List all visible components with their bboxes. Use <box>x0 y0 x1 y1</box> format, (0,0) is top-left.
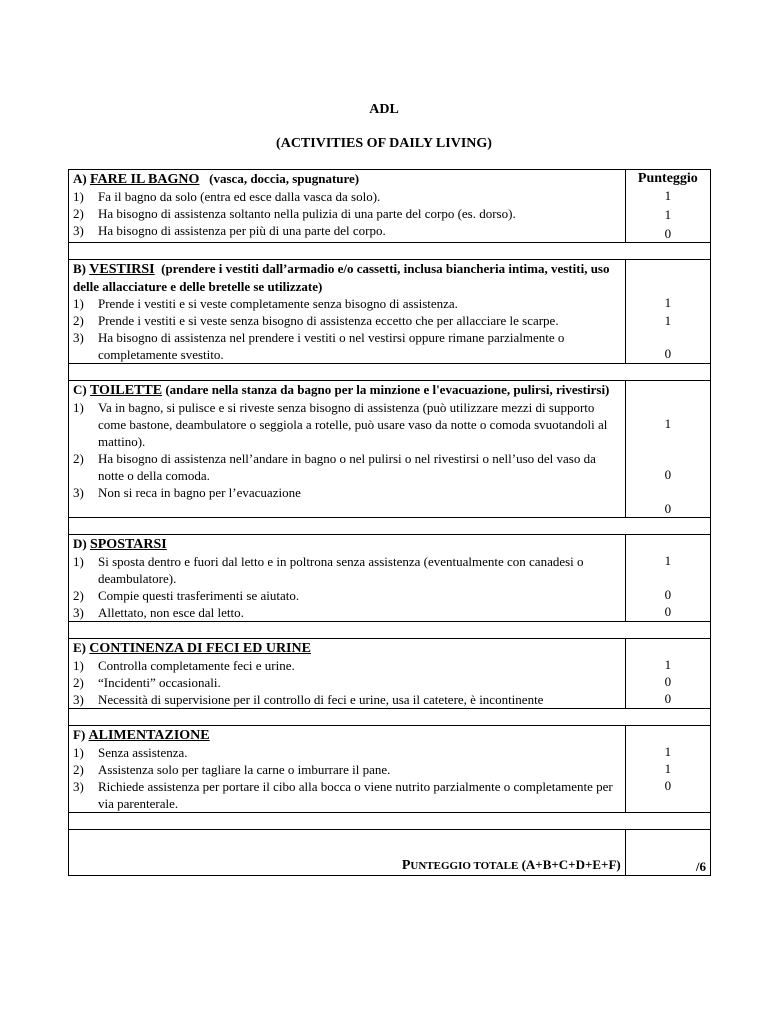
item-number: 3) <box>73 330 84 345</box>
section-d-row <box>69 535 711 622</box>
item-number: 2) <box>73 206 84 221</box>
item-text: Ha bisogno di assistenza nel prendere i vestiti o nel vestirsi oppure rimane parzialmente o completamente svestito. <box>98 330 565 362</box>
total-formula: (A+B+C+D+E+F) <box>521 857 621 872</box>
item-text: Ha bisogno di assistenza per più di una parte del corpo. <box>98 223 386 238</box>
item-number: 3) <box>73 692 84 707</box>
section-f-row <box>69 726 711 813</box>
item-score: 1 <box>664 553 672 568</box>
item-score: 1 <box>664 188 672 203</box>
section-a-cell <box>69 170 626 243</box>
item <box>73 657 621 674</box>
item <box>73 604 621 621</box>
section-c-row <box>69 381 711 518</box>
section-letter: B) <box>73 261 86 276</box>
item <box>73 312 621 329</box>
item-number: 2) <box>73 675 84 690</box>
item <box>73 761 621 778</box>
section-letter: D) <box>73 536 87 551</box>
item-score: 1 <box>664 207 672 222</box>
section-a-header <box>73 170 621 188</box>
section-letter: C) <box>73 382 87 397</box>
score-column <box>625 535 710 622</box>
section-name: CONTINENZA DI FECI ED URINE <box>89 641 311 656</box>
total-label-initial: P <box>401 858 411 873</box>
section-name: TOILETTE <box>89 383 163 398</box>
section-b-cell <box>69 260 626 364</box>
section-letter: A) <box>73 171 87 186</box>
item-text: Ha bisogno di assistenza soltanto nella pulizia di una parte del corpo (es. dorso). <box>98 206 516 221</box>
section-name: FARE IL BAGNO <box>89 172 200 187</box>
section-e-row <box>69 639 711 709</box>
item-score: 0 <box>664 604 672 619</box>
item-number: 1) <box>73 296 84 311</box>
item <box>73 205 621 222</box>
item-score: 1 <box>664 657 672 672</box>
score-column <box>625 381 710 518</box>
item-number: 3) <box>73 779 84 794</box>
section-name: VESTIRSI <box>89 262 155 277</box>
section-description: (vasca, doccia, spugnature) <box>209 171 360 186</box>
section-e-cell <box>69 639 626 709</box>
section-description: (prendere i vestiti dall’armadio e/o cassetti, inclusa biancheria intima, vestiti, uso delle allacciature e delle bretelle se utilizzate) <box>73 261 610 294</box>
item <box>73 553 621 587</box>
item-text: “Incidenti” occasionali. <box>98 675 221 690</box>
total-label-rest: UNTEGGIO TOTALE <box>410 860 519 872</box>
item-number: 2) <box>73 313 84 328</box>
score-column <box>625 726 710 813</box>
item-text: Ha bisogno di assistenza nell’andare in bagno o nel pulirsi o nel rivestirsi o nell’uso del vaso da notte o della comoda. <box>98 451 596 483</box>
item <box>73 222 621 239</box>
item <box>73 674 621 691</box>
item-score: 1 <box>664 313 672 328</box>
total-score: /6 <box>625 830 710 876</box>
item-number: 1) <box>73 554 84 569</box>
spacer-row <box>69 622 711 639</box>
section-f-cell <box>69 726 626 813</box>
item-text: Fa il bagno da solo (entra ed esce dalla vasca da solo). <box>98 189 381 204</box>
item-score: 1 <box>664 416 672 431</box>
item <box>73 450 621 484</box>
adl-table <box>68 169 711 876</box>
item-score: 0 <box>664 226 672 241</box>
item <box>73 188 621 205</box>
item-text: Richiede assistenza per portare il cibo alla bocca o viene nutrito parzialmente o completamente per via parenterale. <box>98 779 613 811</box>
spacer-row <box>69 518 711 535</box>
item-number: 1) <box>73 400 84 415</box>
section-f-header <box>73 726 621 744</box>
item-score: 0 <box>664 587 672 602</box>
section-name: SPOSTARSI <box>89 537 167 552</box>
score-column <box>625 639 710 709</box>
spacer-row <box>69 709 711 726</box>
section-name: ALIMENTAZIONE <box>88 728 210 743</box>
item-score: 0 <box>664 467 672 482</box>
score-header: Punteggio <box>637 171 698 186</box>
section-d-cell <box>69 535 626 622</box>
item-number: 2) <box>73 451 84 466</box>
item <box>73 587 621 604</box>
item-text: Non si reca in bagno per l’evacuazione <box>98 485 301 500</box>
page-title: ADL <box>369 102 399 117</box>
item-text: Necessità di supervisione per il controllo di feci e urine, usa il catetere, è incontinente <box>98 692 544 707</box>
score-column <box>625 260 710 364</box>
item <box>73 295 621 312</box>
item-text: Si sposta dentro e fuori dal letto e in poltrona senza assistenza (eventualmente con canadesi o deambulatore). <box>98 554 584 586</box>
score-column <box>625 170 710 243</box>
item-text: Senza assistenza. <box>98 745 188 760</box>
item-score: 1 <box>664 295 672 310</box>
item-score: 1 <box>664 761 672 776</box>
item-score: 0 <box>664 346 672 361</box>
section-c-header <box>73 381 621 399</box>
spacer-row <box>69 243 711 260</box>
total-row <box>69 830 711 876</box>
item-text: Controlla completamente feci e urine. <box>98 658 295 673</box>
section-letter: F) <box>73 727 86 742</box>
section-description: (andare nella stanza da bagno per la minzione e l'evacuazione, pulirsi, rivestirsi) <box>165 382 610 397</box>
item <box>73 329 621 363</box>
item-number: 2) <box>73 762 84 777</box>
item-text: Compie questi trasferimenti se aiutato. <box>98 588 300 603</box>
item-score: 0 <box>664 674 672 689</box>
item <box>73 778 621 812</box>
item-number: 3) <box>73 485 84 500</box>
item-score: 1 <box>664 744 672 759</box>
item-text: Assistenza solo per tagliare la carne o imburrare il pane. <box>98 762 391 777</box>
section-b-header <box>73 260 621 295</box>
item-number: 1) <box>73 745 84 760</box>
section-d-header <box>73 535 621 553</box>
section-e-header <box>73 639 621 657</box>
section-c-cell <box>69 381 626 518</box>
page-subtitle: (ACTIVITIES OF DAILY LIVING) <box>276 136 492 151</box>
item-score: 0 <box>664 778 672 793</box>
section-letter: E) <box>73 640 86 655</box>
item <box>73 744 621 761</box>
spacer-row <box>69 813 711 830</box>
item-number: 2) <box>73 588 84 603</box>
item-text: Prende i vestiti e si veste completamente senza bisogno di assistenza. <box>98 296 458 311</box>
item <box>73 399 621 450</box>
total-label <box>69 830 626 876</box>
section-b-row <box>69 260 711 364</box>
item-text: Prende i vestiti e si veste senza bisogno di assistenza eccetto che per allacciare le scarpe. <box>98 313 559 328</box>
item-number: 3) <box>73 223 84 238</box>
item-score: 0 <box>664 501 672 516</box>
item-number: 1) <box>73 189 84 204</box>
item-text: Allettato, non esce dal letto. <box>98 605 244 620</box>
item-number: 3) <box>73 605 84 620</box>
section-a-row <box>69 170 711 243</box>
item <box>73 691 621 708</box>
item <box>73 484 621 501</box>
item-text: Va in bagno, si pulisce e si riveste senza bisogno di assistenza (può utilizzare mezzi di supporto come bastone, deambulatore o seggiola a rotelle, può usare vaso da notte o comoda svuotandoli al mattino). <box>98 400 608 449</box>
spacer-row <box>69 364 711 381</box>
item-score: 0 <box>664 691 672 706</box>
item-number: 1) <box>73 658 84 673</box>
